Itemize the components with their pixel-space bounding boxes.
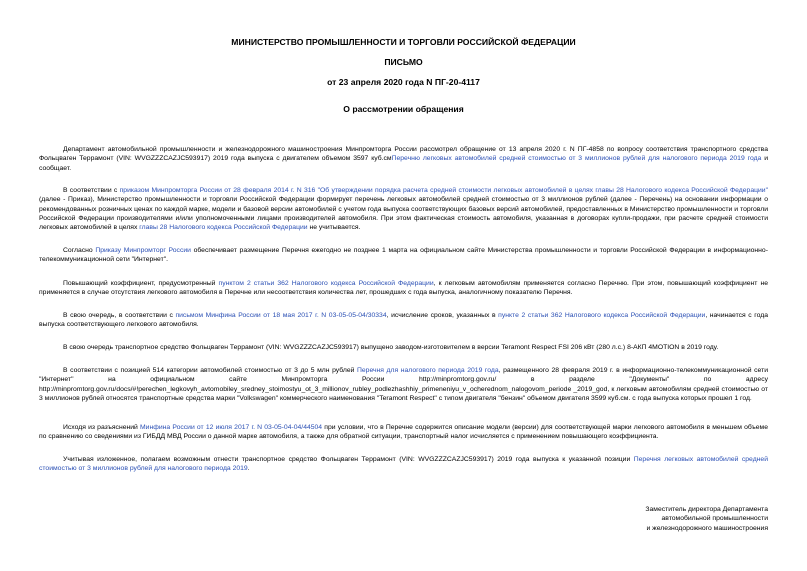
paragraph-text: , к легковым автомобилям применяется согласно Перечню. При этом, повышающий коэффициент не применяется в случае отсутствия легкового автомобиля в Перечне или несоответствия количества лет, прошедших с года выпуска, аналогичному показателю Перечня. [39,280,768,297]
paragraph-text: Согласно [63,247,96,254]
paragraph-text: В свою очередь транспортное средство Фольцваген Террамонт (VIN: WVGZZZCAZJC593917) выпущено заводом-изготовителем в версии Teramont Respect FSI 206 кВт (280 л.с.) 8-АКП 4MOTION в 2019 году. [63,344,719,351]
paragraph-6 [39,343,768,352]
link-tax-code-362[interactable]: пунктом 2 статьи 362 Налогового кодекса Российской Федерации [218,280,434,287]
paragraph-text: обеспечивает размещение Перечня ежегодно не позднее 1 марта на официальном сайте Министерства промышленности и торговли Российской Федерации в информационно-телекоммуникационной сети "Интернет". [39,247,768,264]
signature-line-1: Заместитель директора Департамента [645,506,768,513]
paragraph-text: В соответствии с позицией 514 категории автомобилей стоимостью от 3 до 5 млн рублей [63,367,357,374]
paragraph-text: Учитывая изложенное, полагаем возможным отнести транспортное средство Фольцваген Террамонт (VIN: WVGZZZCAZJC593917) 2019 года выпуска к указанной позиции [63,456,634,463]
document-date-number: от 23 апреля 2020 года N ПГ-20-4117 [327,77,480,87]
document-subject: О рассмотрении обращения [343,104,464,114]
paragraph-text: . [247,465,250,473]
paragraph-text: и сообщает. [39,155,768,172]
signature-line-2: автомобильной промышленности [661,515,768,523]
link-perechen-2019-position[interactable]: Перечня для налогового периода 2019 года [357,367,499,374]
paragraph-text: , размещенного 28 февраля 2019 г. в информационно-телекоммуникационной сети "Интернет" на официальном сайте Минпромторга России http://minpromtorg.gov.ru/ в разделе "Документы" по адресу http://minpromtorg.gov.ru/docs/#!perechen_legkovyh_avtomobiley_sredney_stoimostyu_ot_3_millionov_rubley_podlezhashhiy_primeneniyu_v_ocherednom_nalogovom_periode _2019_god, к легковым автомобилям средней стоимостью от 3 миллионов рублей относятся транспортные средства марки "Volkswagen" коммерческого наименования "Teramont Respect" с типом двигателя "бензин" объемом двигателя 3599 куб.см. с года выпуска которых прошел 1 год. [39,367,768,402]
link-order-316[interactable]: приказом Минпромторга России от 28 февраля 2014 г. N 316 "Об утверждении порядка расчета средней стоимости легковых автомобилей в целях главы 28 Налогового кодекса Российской Федерации" [119,187,768,194]
paragraph-9 [39,455,768,474]
signature-block [590,505,768,533]
paragraph-text: , начинается с года выпуска соответствующего легкового автомобиля. [39,312,768,329]
paragraph-4 [39,279,768,298]
paragraph-text: (далее - Приказ), Министерство промышленности и торговли Российской Федерации формирует перечень легковых автомобилей средней стоимостью от 3 миллионов рублей (далее - Перечень) на основании информации о рекомендованных розничных ценах по каждой марке, модели и базовой версии автомобилей с учетом года выпуска соответствующих базовых версий автомобилей, предоставленных в Министерство промышленности и торговли Российской Федерации производителями и/или уполномоченными лицами производителей автомобиля. При этом фактическая стоимость автомобиля, указанная в договорах купли-продажи, при расчете средней стоимости легковых автомобилей в целях [39,196,768,232]
paragraph-8 [39,423,768,442]
link-perechen-2019[interactable]: Перечню легковых автомобилей средней стоимостью от 3 миллионов рублей для налогового периода 2019 года [391,155,762,163]
ministry-title: МИНИСТЕРСТВО ПРОМЫШЛЕННОСТИ И ТОРГОВЛИ РОССИЙСКОЙ ФЕДЕРАЦИИ [231,37,576,47]
paragraph-text: В свою очередь, в соответствии с [63,312,176,319]
paragraph-1 [39,145,768,173]
paragraph-7 [39,366,768,403]
link-tax-code-362-item-2[interactable]: пункте 2 статьи 362 Налогового кодекса Российской Федерации [498,312,706,319]
paragraph-text: , исчисление сроков, указанных в [386,312,499,319]
paragraph-2 [39,186,768,232]
paragraph-3 [39,246,768,265]
paragraph-text: В соответствии с [63,187,120,194]
paragraph-text: при условии, что в Перечне содержится описание модели (версии) для соответствующей марки легкового автомобиля в меньшем объеме по сравнению со сведениями из ГИБДД МВД России о данной марке автомобиля, а также для обратной ситуации, транспортный налог исчисляется с применением повышающего коэффициента. [39,424,769,441]
document-type: ПИСЬМО [384,57,423,67]
paragraph-text: Повышающий коэффициент, предусмотренный [63,280,219,287]
paragraph-5 [39,311,768,330]
signature-line-3: и железнодорожного машиностроения [646,524,768,532]
paragraph-text: Департамент автомобильной промышленности и железнодорожного машиностроения Минпромторга России рассмотрел обращение от 13 апреля 2020 г. N ПГ-4858 по вопросу соответствия транспортного средства Фольцваген Террамонт (VIN: WVGZZZCAZJC593917) 2019 года выпуска с двигателем объемом 3597 куб.см [39,146,768,163]
link-perechen-2019-final[interactable]: Перечня легковых автомобилей средней стоимостью от 3 миллионов рублей для налогового периода 2019 [39,456,768,473]
link-tax-code-chapter-28[interactable]: главы 28 Налогового кодекса Российской Федерации [139,224,308,232]
link-minfin-letter-2017-05[interactable]: письмом Минфина России от 18 мая 2017 г. N 03-05-05-04/30334 [175,312,387,319]
paragraph-text: Исходя из разъяснений [63,424,141,431]
link-minfin-letter-2017-07[interactable]: Минфина России от 12 июля 2017 г. N 03-05-04-04/44504 [140,424,323,431]
paragraph-text: не учитывается. [307,224,361,232]
link-order-minpromtorg[interactable]: Приказу Минпромторг России [95,247,191,254]
